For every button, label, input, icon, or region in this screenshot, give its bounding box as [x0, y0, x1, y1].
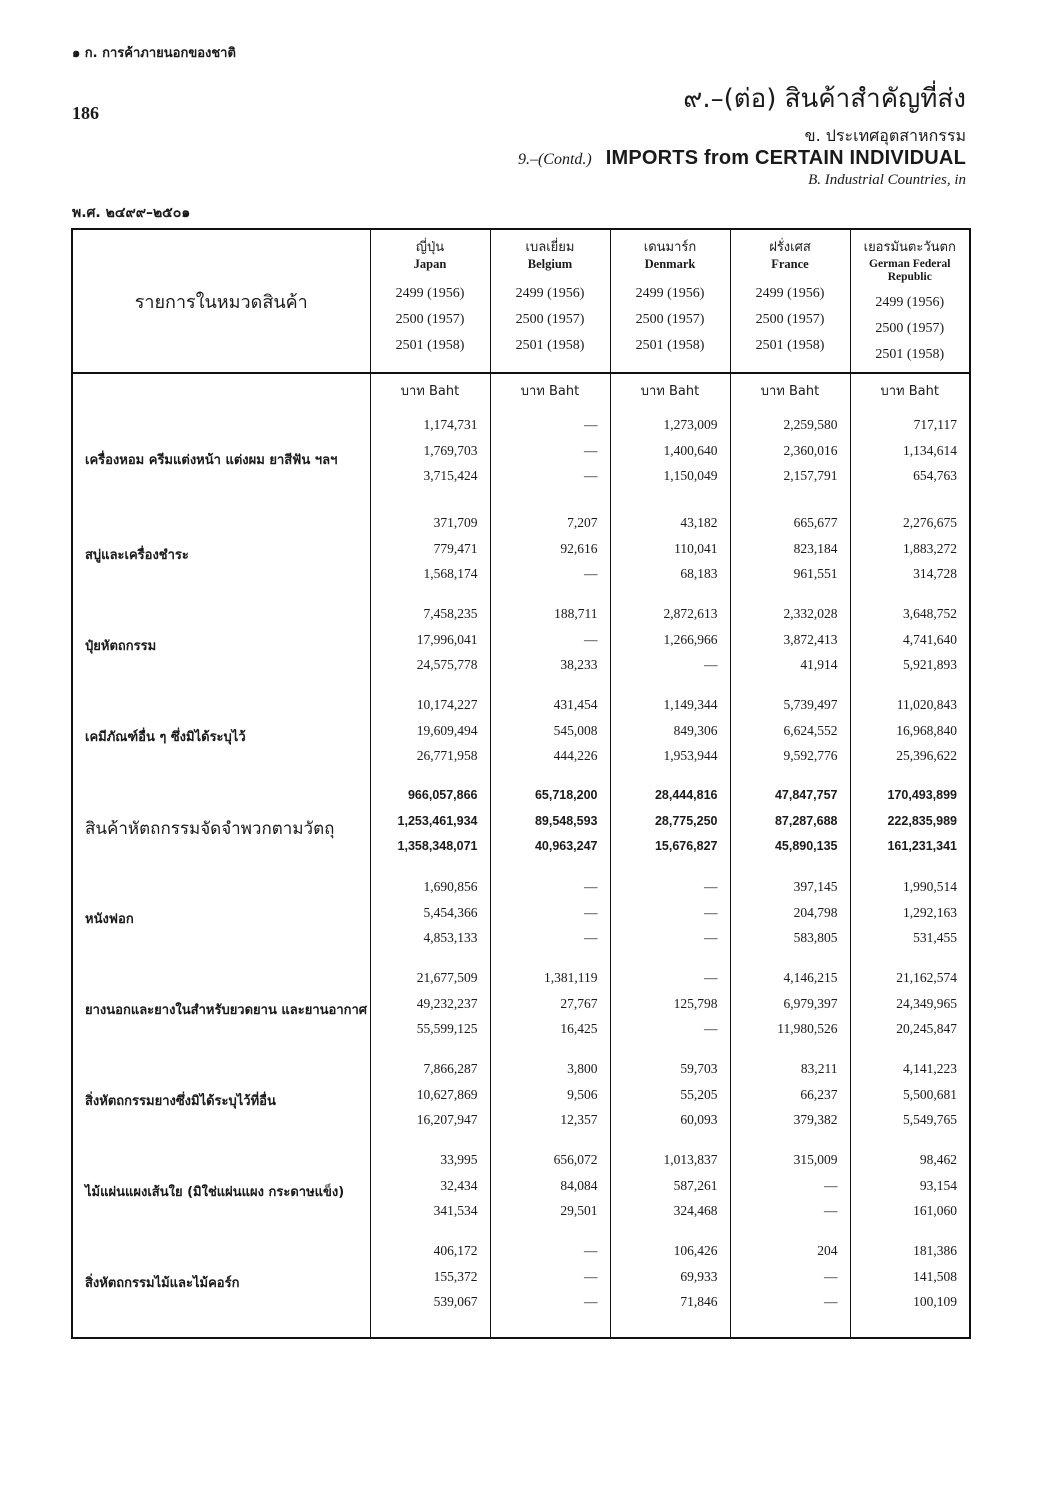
year-value: 5,921,893 [903, 657, 957, 672]
value-cell [490, 510, 610, 601]
year-value: 41,914 [800, 657, 838, 672]
value-cell [370, 874, 490, 965]
table-bottom-spacer [72, 1329, 970, 1338]
imports-table [71, 228, 971, 1339]
year-value: 1,149,344 [663, 697, 718, 712]
year-value: 587,261 [673, 1177, 718, 1193]
year-value: 4,141,223 [903, 1061, 957, 1076]
value-cell [490, 692, 610, 783]
year-value: 1,400,640 [663, 442, 718, 458]
year-value: 98,462 [919, 1152, 957, 1167]
year-value: 16,425 [560, 1021, 598, 1036]
value-cell [370, 510, 490, 601]
year-value: 7,207 [567, 515, 598, 530]
page-title-english [518, 147, 966, 170]
country-en: Japan [413, 257, 447, 271]
country-thai: เบลเยี่ยม [525, 240, 575, 255]
year-value: — [584, 566, 598, 581]
year-value: 21,677,509 [416, 970, 478, 985]
commodity-name: เครื่องหอม ครีมแต่งหน้า แต่งผม ยาสีฟัน ฯลฯ [85, 453, 338, 468]
year-value: 92,616 [560, 540, 598, 556]
year-value: 2,360,016 [783, 442, 838, 458]
value-cell [610, 1056, 730, 1147]
year-value: 155,372 [433, 1268, 478, 1284]
year-value: 60,093 [680, 1112, 718, 1127]
year-value: 315,009 [793, 1152, 838, 1167]
year-value: 204,798 [793, 904, 838, 920]
year-value: 4,853,133 [423, 930, 478, 945]
spacer-cell [610, 1329, 730, 1338]
year-value: — [584, 631, 598, 647]
section-header: ๑ ก. การค้าภายนอกของชาติ [72, 46, 236, 61]
commodity-name: สบู่และเครื่องชำระ [85, 547, 189, 563]
year-value: 1,568,174 [423, 566, 478, 581]
country-en: German Federal Republic [869, 258, 951, 283]
value-cell [730, 874, 850, 965]
country-thai: เยอรมันตะวันตก [863, 240, 956, 255]
year-value: 12,357 [560, 1112, 598, 1127]
value-cell [490, 783, 610, 874]
column-header-germany [850, 229, 970, 373]
years [493, 281, 608, 359]
year-value: 65,718,200 [534, 788, 598, 802]
year-value: — [584, 879, 598, 894]
unit-label: บาท Baht [610, 373, 730, 412]
year-value: 545,008 [553, 722, 598, 738]
year-value: 656,072 [553, 1152, 598, 1167]
year: 2500 (1957) [755, 312, 825, 327]
value-cell [610, 601, 730, 692]
value-cell [370, 412, 490, 510]
year-value: 406,172 [433, 1243, 478, 1258]
value-cell [850, 965, 970, 1056]
year-value: 188,711 [554, 606, 598, 621]
year-value: 431,454 [553, 697, 598, 712]
year-value: — [584, 1268, 598, 1284]
value-cell [610, 874, 730, 965]
years [733, 281, 848, 359]
year-value: 4,146,215 [783, 970, 838, 985]
value-cell [850, 874, 970, 965]
year: 2499 (1956) [395, 286, 465, 301]
country-thai: ญี่ปุ่น [415, 240, 445, 255]
year-value: 17,996,041 [416, 631, 478, 647]
year-value: 68,183 [680, 566, 718, 581]
year-value: — [704, 1021, 718, 1036]
year-value: — [824, 1177, 838, 1193]
value-cell [850, 692, 970, 783]
column-header-denmark [610, 229, 730, 373]
year-value: 49,232,237 [416, 995, 478, 1011]
year: 2501 (1958) [875, 347, 945, 362]
commodity-name: ไม้แผ่นแผงเส้นใย (มิใช่แผ่นแผง กระดาษแข็ง) [85, 1184, 345, 1200]
spacer-cell [72, 1329, 370, 1338]
year: 2500 (1957) [395, 312, 465, 327]
year-value: 19,609,494 [416, 722, 478, 738]
value-cell [730, 1238, 850, 1329]
commodity-name: หนังฟอก [85, 911, 134, 927]
commodity-name: สิ่งหัตถกรรมไม้และไม้คอร์ก [85, 1275, 240, 1291]
page-subtitle-thai: ข. ประเทศอุตสาหกรรม [804, 126, 966, 145]
column-header-japan [370, 229, 490, 373]
year-value: 32,434 [440, 1177, 478, 1193]
value-cell [370, 1147, 490, 1238]
year-value: 1,883,272 [903, 540, 957, 556]
value-cell [490, 412, 610, 510]
value-cell [730, 1056, 850, 1147]
year-value: 397,145 [793, 879, 838, 894]
value-cell [370, 1238, 490, 1329]
years [613, 281, 728, 359]
year-value: 531,455 [913, 930, 957, 945]
row-header: รายการในหมวดสินค้า [72, 229, 370, 373]
value-cell [850, 783, 970, 874]
year-value: — [704, 879, 718, 894]
year-value: 5,454,366 [423, 904, 478, 920]
year-value: 1,358,348,071 [397, 839, 478, 853]
year-value: 100,109 [913, 1294, 957, 1309]
value-cell [370, 601, 490, 692]
unit-label: บาท Baht [490, 373, 610, 412]
contd-label: 9.–(Contd.) [517, 151, 592, 168]
year-value: 28,444,816 [654, 788, 718, 802]
value-cell [730, 412, 850, 510]
commodity-name: ปุ๋ยหัตถกรรม [85, 638, 157, 654]
value-cell [490, 874, 610, 965]
country-en: Belgium [527, 257, 573, 271]
year: 2501 (1958) [515, 338, 585, 353]
page-title-thai: ๙.–(ต่อ) สินค้าสำคัญที่ส่ง [683, 84, 966, 114]
year-value: 10,627,869 [416, 1086, 478, 1102]
year-value: 6,979,397 [783, 995, 838, 1011]
value-cell [730, 510, 850, 601]
value-cell [730, 783, 850, 874]
year-value: — [824, 1294, 838, 1309]
year-value: 665,677 [793, 515, 838, 530]
year-value: 125,798 [673, 995, 718, 1011]
year-value: 25,396,622 [896, 748, 957, 763]
table-row [72, 601, 970, 692]
year-value: — [824, 1268, 838, 1284]
year-value: 106,426 [673, 1243, 718, 1258]
year-value: 717,117 [913, 417, 957, 432]
year-value: 1,690,856 [423, 879, 478, 894]
year-value: 24,349,965 [896, 995, 957, 1011]
table-row [72, 510, 970, 601]
value-cell [730, 692, 850, 783]
year-value: 9,592,776 [783, 748, 838, 763]
year-value: 71,846 [680, 1294, 718, 1309]
value-cell [850, 1056, 970, 1147]
year-value: 583,805 [793, 930, 838, 945]
year-value: 38,233 [560, 657, 598, 672]
year-value: 779,471 [433, 540, 478, 556]
year-value: 93,154 [919, 1177, 957, 1193]
year-value: 1,150,049 [663, 468, 718, 483]
value-cell [850, 1147, 970, 1238]
value-cell [370, 783, 490, 874]
value-cell [370, 965, 490, 1056]
column-header-france [730, 229, 850, 373]
value-cell [850, 1238, 970, 1329]
year-value: 29,501 [560, 1203, 598, 1218]
year-value: 55,599,125 [416, 1021, 478, 1036]
year-value: 341,534 [433, 1203, 478, 1218]
year-value: 1,174,731 [423, 417, 478, 432]
year-value: 654,763 [913, 468, 957, 483]
year-value: 89,548,593 [534, 813, 598, 828]
value-cell [850, 510, 970, 601]
years [853, 290, 968, 368]
value-cell [490, 1238, 610, 1329]
year-value: — [584, 904, 598, 920]
year-value: 1,953,944 [663, 748, 718, 763]
value-cell [730, 1147, 850, 1238]
year-value: 59,703 [680, 1061, 718, 1076]
value-cell [490, 1056, 610, 1147]
unit-spacer [72, 373, 370, 412]
year-value: 26,771,958 [416, 748, 478, 763]
table-row [72, 1147, 970, 1238]
year: 2499 (1956) [755, 286, 825, 301]
year-value: 2,157,791 [783, 468, 838, 483]
year-value: 1,253,461,934 [397, 813, 478, 828]
year-value: 5,739,497 [783, 697, 838, 712]
year-value: 87,287,688 [774, 813, 838, 828]
year-value: 47,847,757 [774, 788, 838, 802]
year-value: 379,382 [793, 1112, 838, 1127]
value-cell [490, 965, 610, 1056]
year-value: 849,306 [673, 722, 718, 738]
year-value: 16,968,840 [896, 722, 957, 738]
commodity-name: เคมีภัณฑ์อื่น ๆ ซึ่งมิได้ระบุไว้ [85, 729, 246, 745]
year-value: — [704, 970, 718, 985]
year-value: 161,231,341 [887, 839, 957, 853]
year-value: 3,800 [567, 1061, 598, 1076]
country-thai: ฝรั่งเศส [769, 240, 811, 255]
year-value: 1,990,514 [903, 879, 957, 894]
year-value: 1,381,119 [544, 970, 598, 985]
year-value: 33,995 [440, 1152, 478, 1167]
year-value: 43,182 [680, 515, 718, 530]
year-value: 3,648,752 [903, 606, 957, 621]
spacer-cell [370, 1329, 490, 1338]
value-cell [850, 601, 970, 692]
value-cell [490, 1147, 610, 1238]
year: 2499 (1956) [875, 295, 945, 310]
page-subtitle-english: B. Industrial Countries, in [808, 172, 966, 188]
year-value: 371,709 [433, 515, 478, 530]
year-value: — [584, 442, 598, 458]
year-value: 170,493,899 [887, 788, 957, 802]
year-value: — [824, 1203, 838, 1218]
year-value: 2,276,675 [903, 515, 957, 530]
table-row [72, 783, 970, 874]
year-value: 539,067 [433, 1294, 478, 1309]
table-row [72, 874, 970, 965]
unit-row [72, 373, 970, 412]
value-cell [490, 601, 610, 692]
year-value: — [584, 1243, 598, 1258]
year-value: 2,259,580 [783, 417, 838, 432]
year: 2499 (1956) [635, 286, 705, 301]
year-value: 204 [817, 1243, 838, 1258]
country-thai: เดนมาร์ก [643, 240, 697, 255]
period-label: พ.ศ. ๒๔๙๙–๒๕๐๑ [72, 205, 191, 221]
year-value: 28,775,250 [654, 813, 718, 828]
value-cell [610, 965, 730, 1056]
value-cell [610, 783, 730, 874]
year-value: 7,458,235 [423, 606, 478, 621]
year-value: — [584, 468, 598, 483]
year-value: 15,676,827 [654, 839, 718, 853]
year-value: 6,624,552 [783, 722, 838, 738]
year-value: 9,506 [567, 1086, 598, 1102]
year-value: — [704, 657, 718, 672]
year-value: 222,835,989 [887, 813, 957, 828]
year-value: 161,060 [913, 1203, 957, 1218]
commodity-name: ยางนอกและยางในสำหรับยวดยาน และยานอากาศ [85, 1002, 368, 1018]
year-value: 110,041 [674, 540, 718, 556]
year-value: 444,226 [553, 748, 598, 763]
year-value: — [584, 1294, 598, 1309]
year-value: 823,184 [793, 540, 838, 556]
year-value: — [584, 930, 598, 945]
year: 2499 (1956) [515, 286, 585, 301]
value-cell [370, 692, 490, 783]
year-value: 10,174,227 [416, 697, 478, 712]
year-value: 4,741,640 [903, 631, 957, 647]
year-value: 1,266,966 [663, 631, 718, 647]
year-value: 11,020,843 [896, 697, 957, 712]
year: 2501 (1958) [755, 338, 825, 353]
unit-label: บาท Baht [370, 373, 490, 412]
value-cell [610, 412, 730, 510]
year-value: 2,872,613 [663, 606, 718, 621]
value-cell [610, 510, 730, 601]
year-value: 7,866,287 [423, 1061, 478, 1076]
year-value: 966,057,866 [407, 788, 478, 802]
year-value: 16,207,947 [416, 1112, 478, 1127]
year-value: 2,332,028 [783, 606, 838, 621]
year: 2501 (1958) [635, 338, 705, 353]
year-value: 3,715,424 [423, 468, 478, 483]
value-cell [850, 412, 970, 510]
spacer-cell [850, 1329, 970, 1338]
value-cell [610, 1238, 730, 1329]
unit-label: บาท Baht [730, 373, 850, 412]
year-value: 40,963,247 [534, 839, 598, 853]
year-value: 5,549,765 [903, 1112, 957, 1127]
year-value: — [704, 930, 718, 945]
year: 2501 (1958) [395, 338, 465, 353]
table-row [72, 692, 970, 783]
year-value: 181,386 [913, 1243, 957, 1258]
value-cell [730, 965, 850, 1056]
year-value: 1,292,163 [903, 904, 957, 920]
table-row [72, 1238, 970, 1329]
spacer-cell [730, 1329, 850, 1338]
year: 2500 (1957) [875, 321, 945, 336]
year-value: 1,013,837 [663, 1152, 718, 1167]
title-en-text: IMPORTS from CERTAIN INDIVIDUAL [605, 147, 966, 169]
unit-label: บาท Baht [850, 373, 970, 412]
year-value: 141,508 [913, 1268, 957, 1284]
spacer-cell [490, 1329, 610, 1338]
year: 2500 (1957) [635, 312, 705, 327]
table-row [72, 965, 970, 1056]
page-number: 186 [72, 103, 99, 123]
table-row [72, 412, 970, 510]
value-cell [610, 1147, 730, 1238]
year-value: 961,551 [793, 566, 838, 581]
year-value: — [584, 417, 598, 432]
year-value: 45,890,135 [774, 839, 838, 853]
year-value: 24,575,778 [416, 657, 478, 672]
year-value: 55,205 [680, 1086, 718, 1102]
year-value: — [704, 904, 718, 920]
year-value: 20,245,847 [896, 1021, 957, 1036]
year-value: 1,134,614 [903, 442, 957, 458]
year-value: 83,211 [800, 1061, 838, 1076]
country-en: France [771, 257, 809, 271]
commodity-name: สินค้าหัตถกรรมจัดจำพวกตามวัตถุ [85, 818, 335, 839]
year-value: 69,933 [680, 1268, 718, 1284]
year-value: 5,500,681 [903, 1086, 957, 1102]
column-header-belgium [490, 229, 610, 373]
year-value: 314,728 [913, 566, 957, 581]
year-value: 84,084 [560, 1177, 598, 1193]
value-cell [370, 1056, 490, 1147]
value-cell [730, 601, 850, 692]
commodity-name: สิ่งหัตถกรรมยางซึ่งมิได้ระบุไว้ที่อื่น [85, 1093, 276, 1109]
country-en: Denmark [644, 257, 696, 271]
years [373, 281, 488, 359]
year-value: 1,273,009 [663, 417, 718, 432]
year-value: 3,872,413 [783, 631, 838, 647]
year-value: 324,468 [673, 1203, 718, 1218]
table-row [72, 1056, 970, 1147]
year-value: 1,769,703 [423, 442, 478, 458]
year-value: 21,162,574 [896, 970, 957, 985]
value-cell [610, 692, 730, 783]
year-value: 11,980,526 [777, 1021, 838, 1036]
year: 2500 (1957) [515, 312, 585, 327]
year-value: 66,237 [800, 1086, 838, 1102]
table-body [72, 373, 970, 1338]
year-value: 27,767 [560, 995, 598, 1011]
